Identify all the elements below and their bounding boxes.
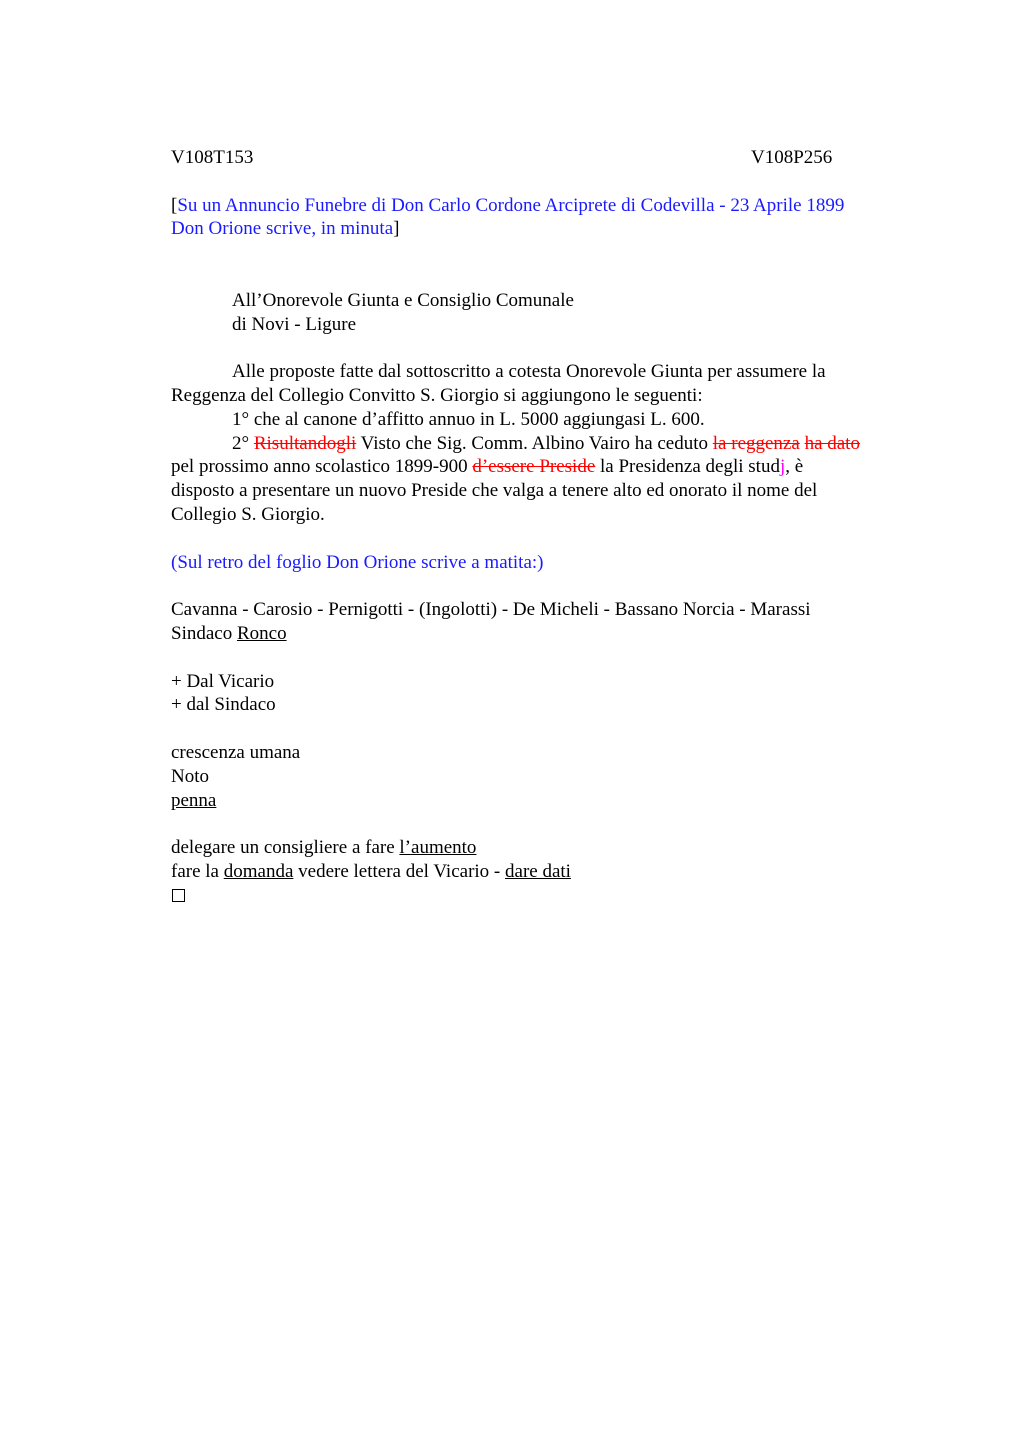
item-2-text: la Presidenza degli stud (595, 456, 780, 478)
underlined-task: domanda (223, 860, 294, 882)
body-item-2-line-4: Collegio S. Giorgio. (171, 503, 325, 525)
note-line-2: Noto (171, 765, 209, 787)
item-2-prefix: 2° (232, 432, 254, 454)
close-bracket: ] (393, 218, 400, 240)
end-marker-line (171, 884, 911, 908)
reference-header (171, 146, 911, 170)
item-2-text: Visto che Sig. Comm. Albino Vairo ha ceduto (356, 432, 713, 454)
spacer (171, 241, 911, 289)
strikethrough-word: la reggenza (712, 432, 800, 454)
editorial-note-text-2: Don Orione scrive, in minuta (171, 218, 394, 240)
note-line-3 (171, 789, 911, 813)
editorial-note-line-1 (171, 194, 911, 218)
task-text: fare la (171, 860, 224, 882)
cross-line-1: + Dal Vicario (171, 670, 275, 692)
underlined-name: Ronco (236, 622, 287, 644)
spacer (171, 336, 911, 360)
address-line-2: di Novi - Ligure (232, 313, 357, 335)
body-paragraph-line-1: Alle proposte fatte dal sottoscritto a cotesta Onorevole Giunta per assumere la (232, 361, 826, 383)
spacer (171, 646, 911, 670)
spacer (171, 574, 911, 598)
spacer (171, 812, 911, 836)
names-prefix: Sindaco (171, 622, 237, 644)
task-line-1 (171, 836, 911, 860)
strikethrough-word: d’essere Preside (472, 456, 596, 478)
document-page (171, 146, 911, 908)
body-paragraph-line-2: Reggenza del Collegio Convitto S. Giorgio si aggiungono le seguenti: (171, 384, 703, 406)
item-2-text: , è (785, 456, 804, 478)
note-line-1: crescenza umana (171, 741, 301, 763)
strikethrough-word: ha dato (804, 432, 860, 454)
reference-left: V108T153 (171, 147, 254, 168)
reference-right: V108P256 (751, 147, 833, 168)
task-text: vedere lettera del Vicario - (293, 860, 506, 882)
body-item-2-line-2 (171, 455, 911, 479)
open-bracket: [ (171, 194, 178, 216)
cross-line-2: + dal Sindaco (171, 694, 276, 716)
underlined-task: dare dati (505, 860, 571, 882)
body-item-2-line-3: disposto a presentare un nuovo Preside che valga a tenere alto ed onorato il nome del (171, 480, 818, 502)
task-text: delegare un consigliere a fare (171, 837, 400, 859)
corrected-letter: j (779, 456, 786, 478)
underlined-note: penna (171, 789, 217, 811)
retro-note: (Sul retro del foglio Don Orione scrive a matita:) (171, 551, 544, 573)
spacer (171, 527, 911, 551)
body-item-2-line-1 (171, 432, 911, 456)
names-line-2 (171, 622, 911, 646)
spacer (171, 717, 911, 741)
spacer (171, 170, 911, 194)
task-line-2 (171, 860, 911, 884)
underlined-task: l’aumento (399, 837, 477, 859)
editorial-note-text-1: Su un Annuncio Funebre di Don Carlo Cordone Arciprete di Codevilla - 23 Aprile 1899 (177, 194, 845, 216)
editorial-note-line-2 (171, 217, 911, 241)
address-line-1: All’Onorevole Giunta e Consiglio Comunale (232, 289, 574, 311)
names-line-1: Cavanna - Carosio - Pernigotti - (Ingolotti) - De Micheli - Bassano Norcia - Marassi (171, 599, 811, 621)
empty-box-icon (172, 889, 185, 902)
body-item-1: 1° che al canone d’affitto annuo in L. 5000 aggiungasi L. 600. (232, 408, 705, 430)
item-2-text: pel prossimo anno scolastico 1899-900 (171, 456, 473, 478)
strikethrough-word: Risultandogli (253, 432, 357, 454)
